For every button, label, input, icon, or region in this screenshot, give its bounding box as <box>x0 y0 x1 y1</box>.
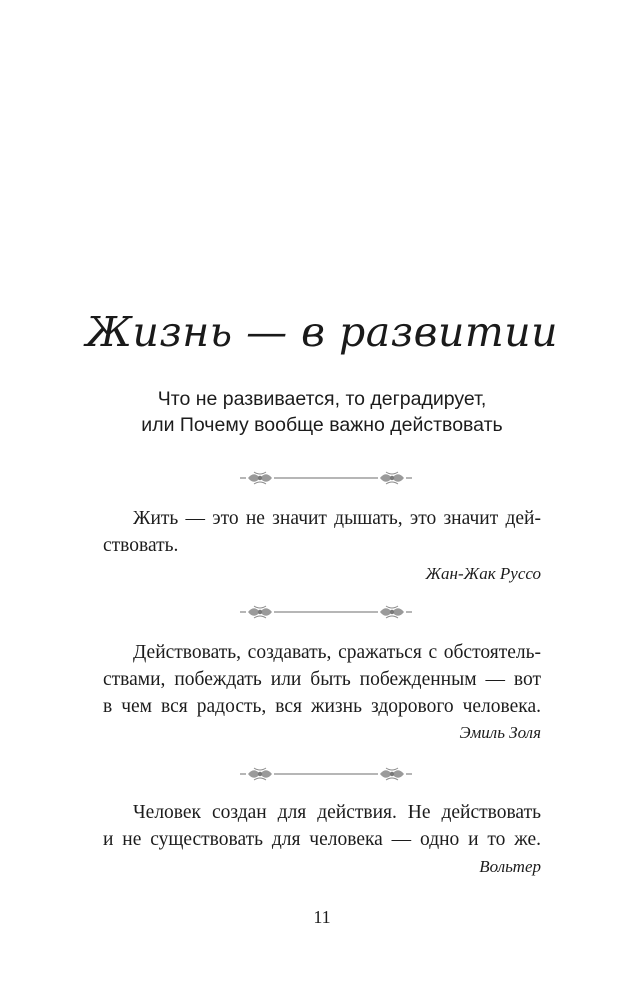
fleuron-divider-icon <box>240 470 412 486</box>
quote-3-line-1: Человек создан для действия. Не действовать <box>133 802 541 823</box>
quote-2-author: Эмиль Золя <box>459 723 541 742</box>
quote-3-author: Вольтер <box>479 857 541 876</box>
page-number: 11 <box>313 907 331 927</box>
quote-1-author: Жан-Жак Руссо <box>425 564 541 583</box>
chapter-subtitle-line-1: Что не развивается, то деградирует, <box>157 388 487 410</box>
fleuron-left-icon <box>246 472 274 484</box>
fleuron-left-icon <box>246 606 274 618</box>
chapter-subtitle-line-2: или Почему вообще важно действовать <box>141 414 503 436</box>
fleuron-right-icon <box>378 472 406 484</box>
fleuron-divider-icon <box>240 604 412 620</box>
fleuron-left-icon <box>246 768 274 780</box>
quote-2-line-2: ствами, побеждать или быть побежденным — вот <box>103 669 541 690</box>
quote-1-line-2: ствовать. <box>103 535 179 556</box>
fleuron-divider-icon <box>240 766 412 782</box>
fleuron-right-icon <box>378 768 406 780</box>
quote-2-line-1: Действовать, создавать, сражаться с обстоятель- <box>133 642 541 663</box>
chapter-title: Жизнь — в развитии <box>85 308 559 356</box>
quote-1-line-1: Жить — это не значит дышать, это значит дей- <box>133 508 541 529</box>
quote-3-line-2: и не существовать для человека — одно и то же. <box>103 829 541 850</box>
quote-2-line-3: в чем вся радость, вся жизнь здорового человека. <box>103 696 541 717</box>
fleuron-right-icon <box>378 606 406 618</box>
